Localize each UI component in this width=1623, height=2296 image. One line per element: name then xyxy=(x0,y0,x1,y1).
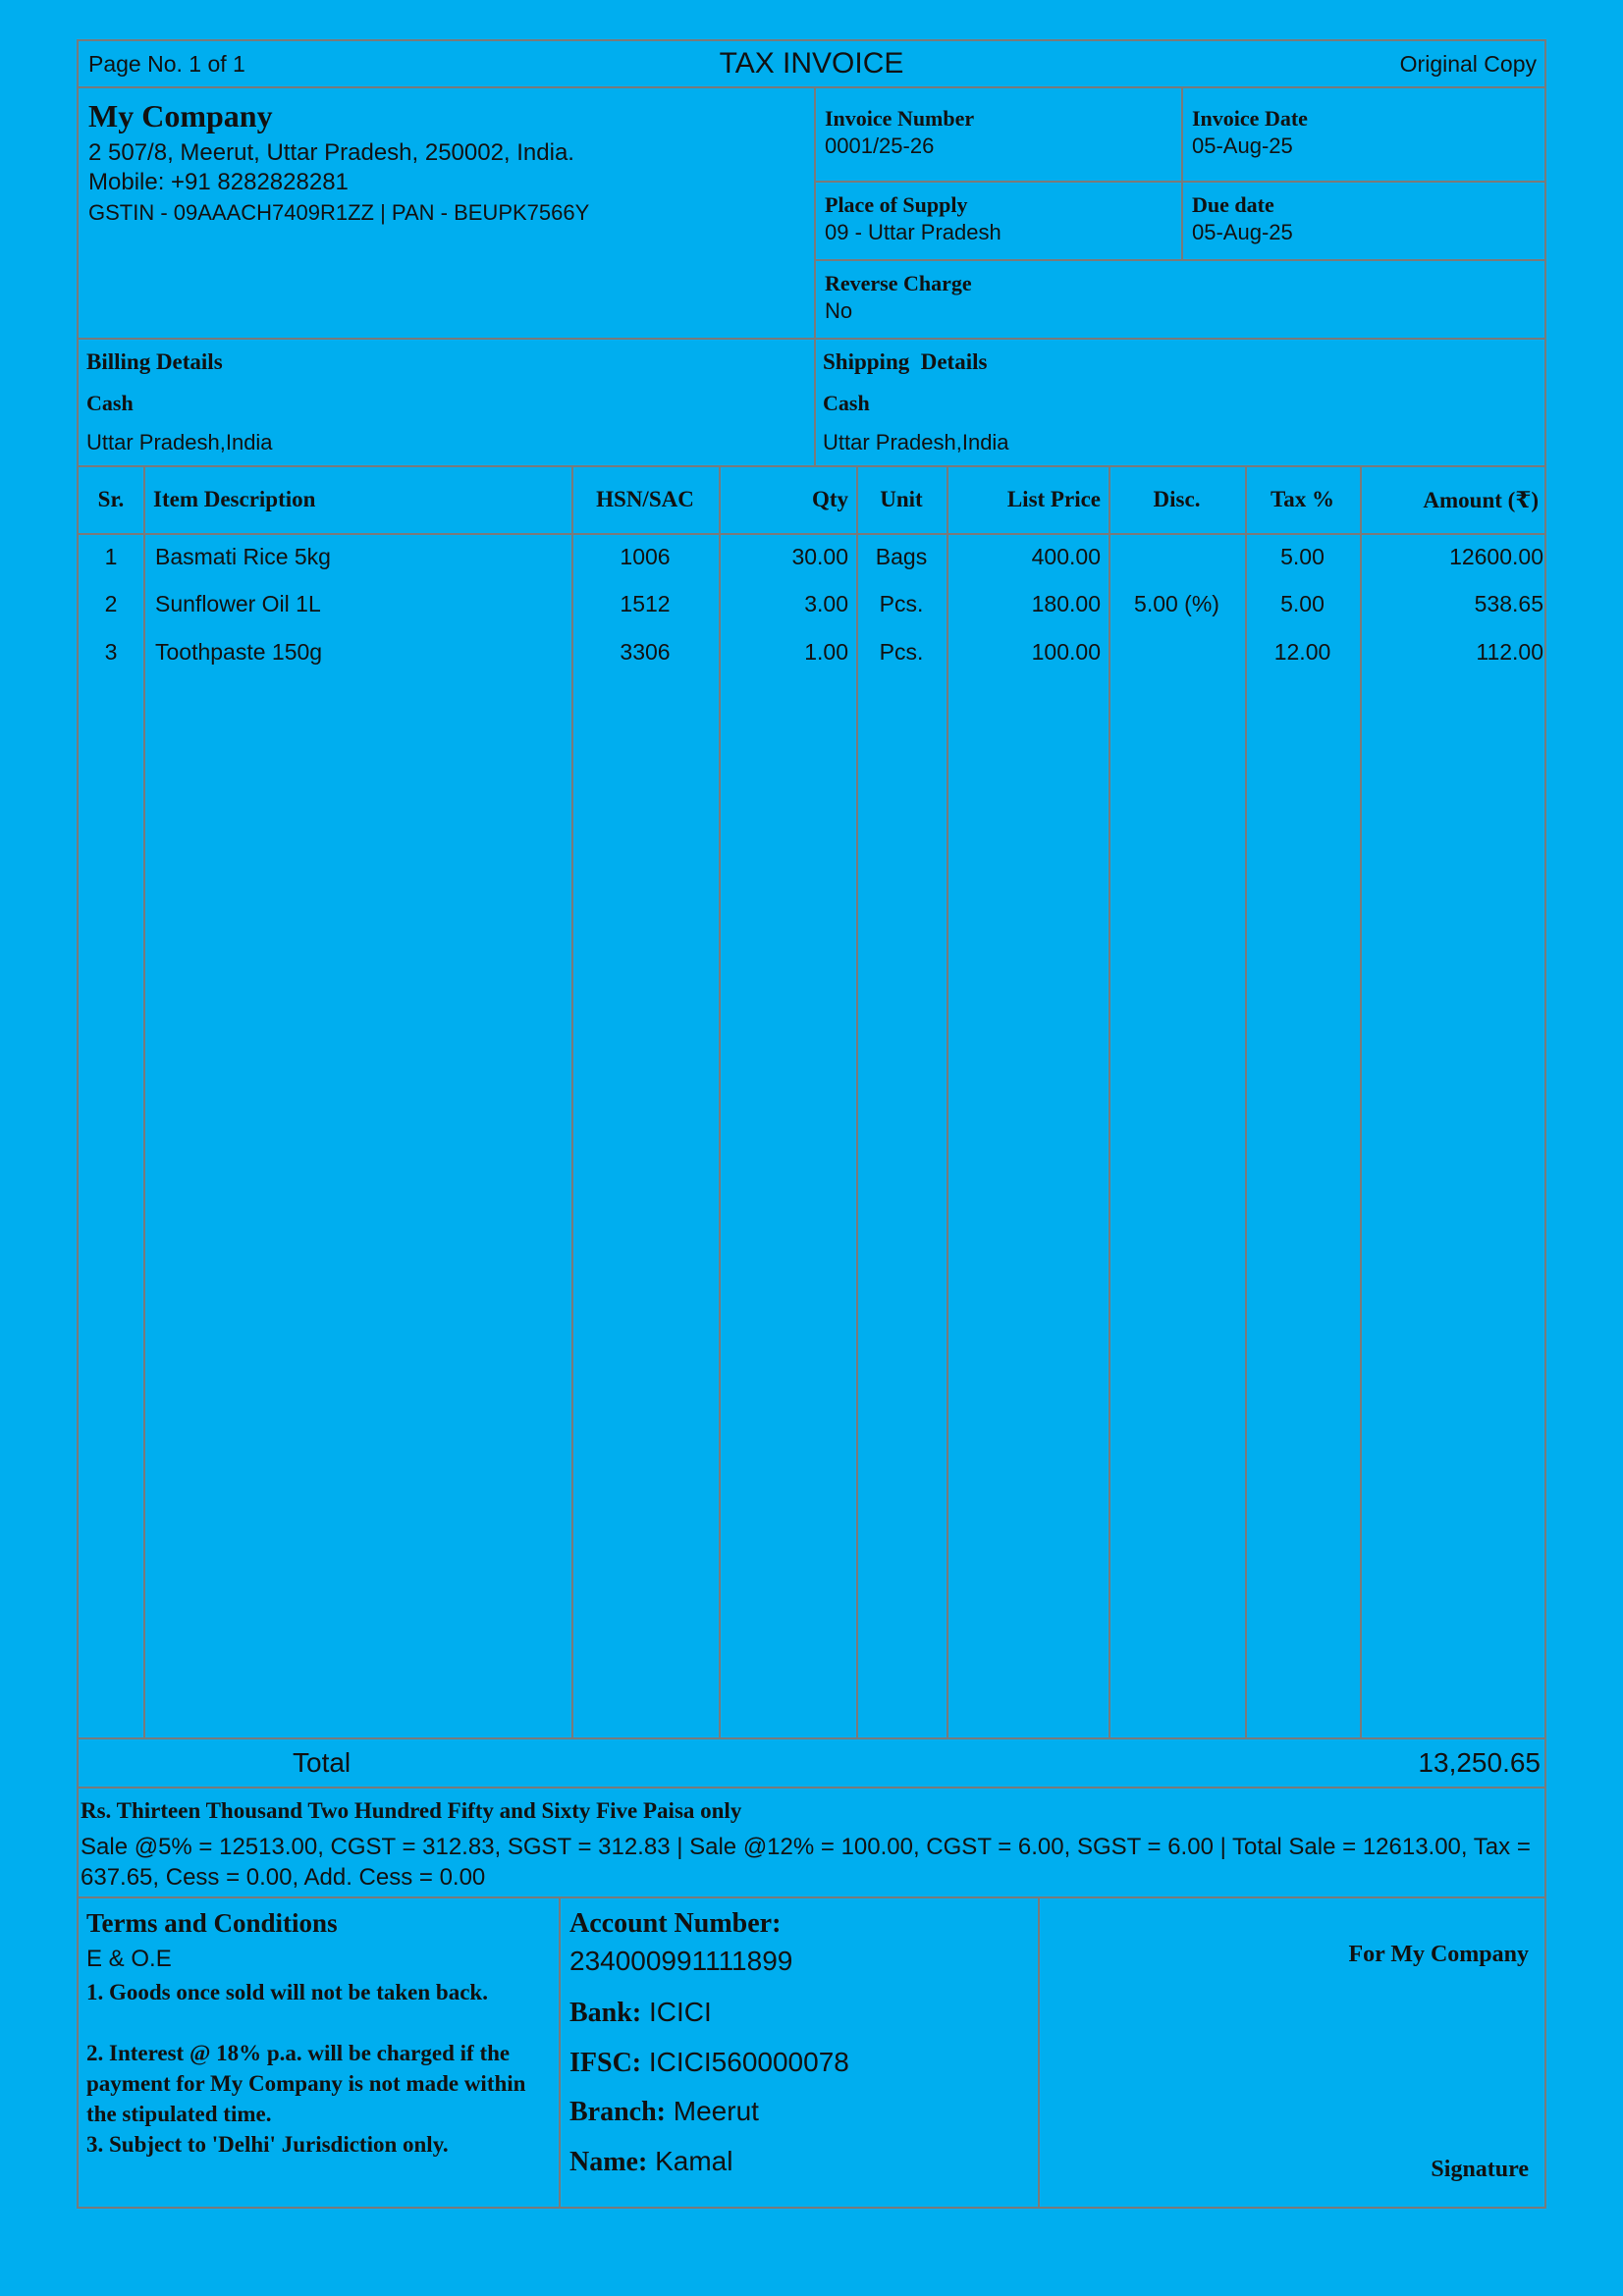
terms-eoe: E & O.E xyxy=(86,1946,172,1972)
amount-in-words: Rs. Thirteen Thousand Two Hundred Fifty and Sixty Five Paisa only xyxy=(81,1798,742,1823)
company-address: 2 507/8, Meerut, Uttar Pradesh, 250002, India. xyxy=(88,139,574,166)
document-title: TAX INVOICE xyxy=(719,47,904,80)
company-tax-ids: GSTIN - 09AAACH7409R1ZZ | PAN - BEUPK7566Y xyxy=(88,200,590,225)
divider xyxy=(79,86,1544,88)
cell-hsn: 3306 xyxy=(620,639,671,665)
divider xyxy=(1181,86,1183,259)
cell-list-price: 180.00 xyxy=(1031,591,1101,616)
cell-unit: Pcs. xyxy=(879,639,924,665)
divider xyxy=(79,1787,1544,1789)
name-label: Name: xyxy=(569,2147,648,2177)
cell-description: Basmati Rice 5kg xyxy=(155,544,331,569)
cell-hsn: 1512 xyxy=(620,591,671,616)
place-of-supply: 09 - Uttar Pradesh xyxy=(825,220,1001,244)
bank-value: ICICI xyxy=(648,1997,712,2027)
invoice-date-label: Invoice Date xyxy=(1192,106,1308,131)
billing-title: Billing Details xyxy=(86,349,223,374)
due-date-label: Due date xyxy=(1192,192,1274,217)
page-number: Page No. 1 of 1 xyxy=(88,51,245,77)
branch-line xyxy=(569,2096,759,2128)
shipping-name: Cash xyxy=(823,391,870,415)
table-row xyxy=(79,544,1544,583)
terms-title: Terms and Conditions xyxy=(86,1908,338,1938)
account-number: 234000991111899 xyxy=(569,1946,793,1976)
company-mobile: Mobile: +91 8282828281 xyxy=(88,169,349,195)
terms-item: 2. Interest @ 18% p.a. will be charged if the payment for My Company is not made within the stipulated time. xyxy=(86,2041,526,2126)
cell-list-price: 400.00 xyxy=(1031,544,1101,569)
divider xyxy=(1038,1896,1040,2207)
bank-label: Bank: xyxy=(569,1998,642,2028)
cell-hsn: 1006 xyxy=(620,544,671,569)
total-value: 13,250.65 xyxy=(1418,1747,1541,1778)
terms-item: 1. Goods once sold will not be taken back. xyxy=(86,1980,488,2004)
cell-unit: Pcs. xyxy=(879,591,924,616)
billing-address: Uttar Pradesh,India xyxy=(86,430,273,454)
name-line xyxy=(569,2146,732,2178)
cell-description: Sunflower Oil 1L xyxy=(155,591,321,616)
reverse-charge-label: Reverse Charge xyxy=(825,271,972,295)
branch-label: Branch: xyxy=(569,2097,666,2127)
invoice-page xyxy=(77,39,1546,2209)
copy-type: Original Copy xyxy=(1399,51,1537,77)
col-header-amount: Amount (₹) xyxy=(1423,488,1539,512)
cell-sr: 3 xyxy=(104,639,118,665)
col-header-disc: Disc. xyxy=(1153,487,1201,511)
ifsc-value: ICICI560000078 xyxy=(648,2047,849,2077)
divider xyxy=(814,181,1544,183)
reverse-charge: No xyxy=(825,298,853,323)
total-label: Total xyxy=(293,1747,352,1778)
divider xyxy=(79,1737,1544,1739)
company-name: My Company xyxy=(88,98,273,133)
signature-label: Signature xyxy=(1431,2157,1529,2182)
invoice-date: 05-Aug-25 xyxy=(1192,133,1293,158)
ifsc-line xyxy=(569,2047,849,2079)
place-of-supply-label: Place of Supply xyxy=(825,192,968,217)
divider xyxy=(79,338,1544,340)
divider xyxy=(814,86,816,465)
table-row xyxy=(79,639,1544,678)
due-date: 05-Aug-25 xyxy=(1192,220,1293,244)
cell-amount: 112.00 xyxy=(1476,639,1543,665)
cell-qty: 3.00 xyxy=(804,591,848,616)
divider xyxy=(79,465,1544,467)
cell-qty: 1.00 xyxy=(804,639,848,665)
cell-tax: 5.00 xyxy=(1280,591,1325,616)
col-header-hsn: HSN/SAC xyxy=(596,487,694,511)
invoice-number-label: Invoice Number xyxy=(825,106,975,131)
cell-amount: 538.65 xyxy=(1474,591,1543,616)
for-company: For My Company xyxy=(1348,1942,1529,1967)
divider xyxy=(559,1896,561,2207)
ifsc-label: IFSC: xyxy=(569,2048,642,2078)
cell-tax: 12.00 xyxy=(1273,639,1331,665)
cell-qty: 30.00 xyxy=(791,544,848,569)
col-header-qty: Qty xyxy=(811,487,848,511)
cell-amount: 12600.00 xyxy=(1449,544,1543,569)
cell-tax: 5.00 xyxy=(1280,544,1325,569)
cell-list-price: 100.00 xyxy=(1031,639,1101,665)
shipping-title: Shipping Details xyxy=(823,349,988,374)
divider xyxy=(79,533,1544,535)
terms-item: 3. Subject to 'Delhi' Jurisdiction only. xyxy=(86,2132,449,2157)
account-number-label: Account Number: xyxy=(569,1908,782,1939)
col-header-list-price: List Price xyxy=(1006,487,1101,511)
billing-name: Cash xyxy=(86,391,134,415)
col-header-unit: Unit xyxy=(880,487,923,511)
col-header-description: Item Description xyxy=(153,487,316,511)
invoice-number: 0001/25-26 xyxy=(825,133,935,158)
col-header-sr: Sr. xyxy=(97,487,125,511)
shipping-address: Uttar Pradesh,India xyxy=(823,430,1009,454)
tax-summary: Sale @5% = 12513.00, CGST = 312.83, SGST = 312.83 | Sale @12% = 100.00, CGST = 6.00, SGST = 6.00 | Total Sale = 12613.00, Tax = 637.65, Cess = 0.00, Add. Cess = 0.00 xyxy=(81,1834,1531,1891)
branch-value: Meerut xyxy=(673,2096,759,2126)
name-value: Kamal xyxy=(655,2146,733,2176)
cell-description: Toothpaste 150g xyxy=(155,639,323,665)
table-row xyxy=(79,591,1544,630)
bank-line xyxy=(569,1997,712,2029)
divider xyxy=(79,1896,1544,1898)
cell-sr: 1 xyxy=(104,544,118,569)
col-header-tax: Tax % xyxy=(1271,487,1334,511)
cell-sr: 2 xyxy=(104,591,118,616)
divider xyxy=(814,259,1544,261)
cell-disc: 5.00 (%) xyxy=(1134,591,1219,616)
cell-unit: Bags xyxy=(875,544,928,569)
